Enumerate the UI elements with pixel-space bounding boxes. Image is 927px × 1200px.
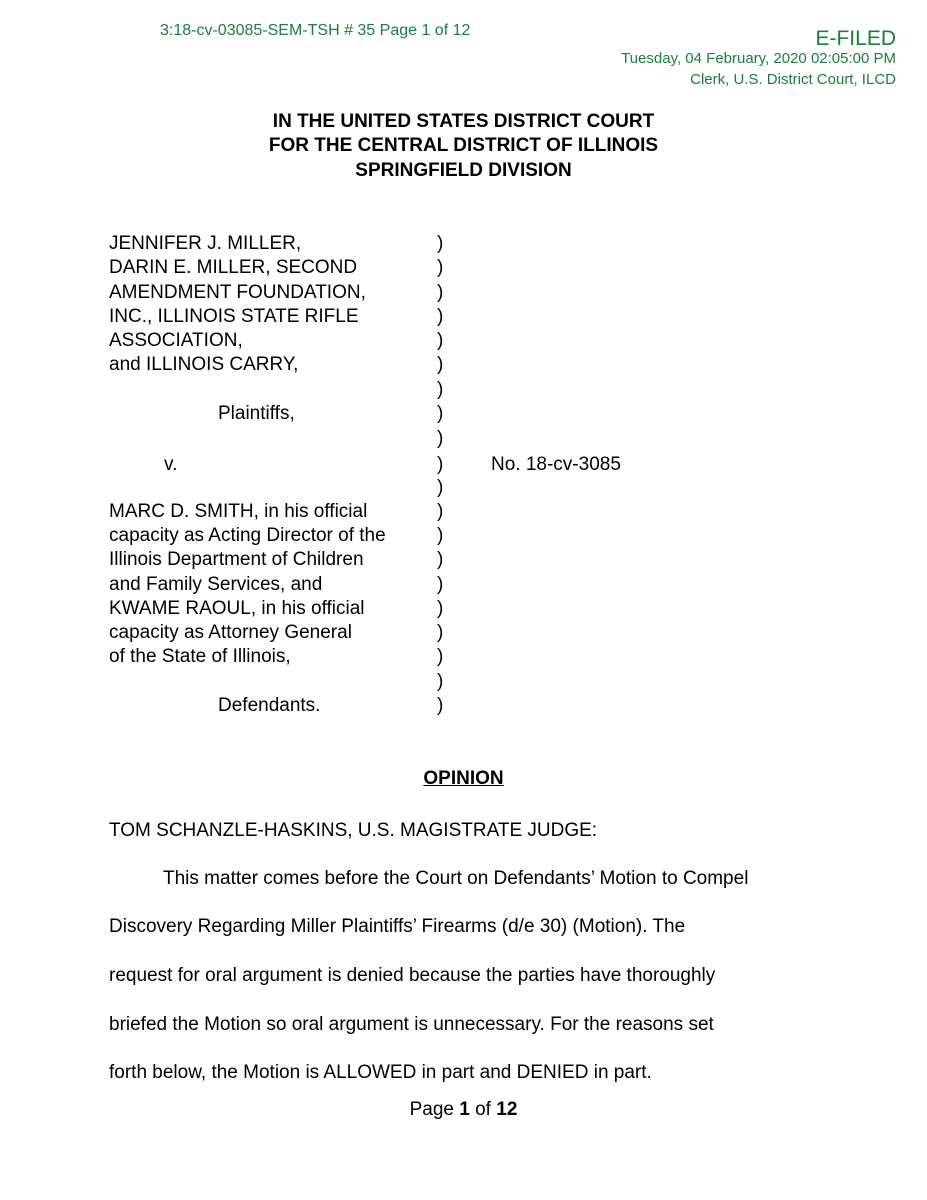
case-number: No. 18-cv-3085 [491,454,621,475]
defendants-label: Defendants. [218,695,321,716]
judge-line: TOM SCHANZLE-HASKINS, U.S. MAGISTRATE JUDGE: [109,820,598,841]
defendant-line: KWAME RAOUL, in his official [109,598,365,619]
defendant-line: and Family Services, and [109,574,323,595]
plaintiff-line: DARIN E. MILLER, SECOND [109,257,358,278]
footer-page-number: 1 [459,1099,470,1120]
plaintiff-line: ASSOCIATION, [109,330,243,351]
footer-page-word: Page [409,1099,454,1120]
footer-page-total: 12 [496,1099,518,1120]
caption-paren: ) [437,477,444,498]
caption-paren: ) [437,549,444,570]
efiled-stamp-title: E-FILED [815,27,896,50]
body-text-line: forth below, the Motion is ALLOWED in part and DENIED in part. [109,1062,652,1083]
caption-paren: ) [437,282,444,303]
defendant-line: of the State of Illinois, [109,646,291,667]
caption-paren: ) [437,622,444,643]
court-title-line-3: SPRINGFIELD DIVISION [355,160,572,181]
caption-paren: ) [437,574,444,595]
efiled-stamp-date: Tuesday, 04 February, 2020 02:05:00 PM [621,50,896,67]
plaintiff-line: JENNIFER J. MILLER, [109,233,302,254]
plaintiff-line: AMENDMENT FOUNDATION, [109,282,366,303]
body-text-line: request for oral argument is denied because the parties have thoroughly [109,965,716,986]
caption-paren: ) [437,403,444,424]
opinion-heading: OPINION [423,768,504,789]
caption-paren: ) [437,454,444,475]
plaintiff-line: INC., ILLINOIS STATE RIFLE [109,306,359,327]
caption-paren: ) [437,598,444,619]
defendant-line: MARC D. SMITH, in his official [109,501,368,522]
caption-paren: ) [437,671,444,692]
defendant-line: capacity as Attorney General [109,622,352,643]
defendant-line: Illinois Department of Children [109,549,364,570]
caption-paren: ) [437,646,444,667]
court-title-line-1: IN THE UNITED STATES DISTRICT COURT [272,111,655,132]
versus-label: v. [164,454,178,475]
caption-paren: ) [437,525,444,546]
plaintiff-line: and ILLINOIS CARRY, [109,354,299,375]
body-text-line: briefed the Motion so oral argument is unnecessary. For the reasons set [109,1014,714,1035]
caption-paren: ) [437,233,444,254]
caption-paren: ) [437,354,444,375]
footer-of-word: of [475,1099,491,1120]
caption-paren: ) [437,330,444,351]
caption-paren: ) [437,379,444,400]
caption-paren: ) [437,695,444,716]
caption-paren: ) [437,257,444,278]
efiled-stamp-clerk: Clerk, U.S. District Court, ILCD [690,71,896,88]
caption-paren: ) [437,306,444,327]
caption-paren: ) [437,501,444,522]
plaintiffs-label: Plaintiffs, [218,403,295,424]
caption-paren: ) [437,428,444,449]
page-footer [0,1099,927,1121]
docket-header: 3:18-cv-03085-SEM-TSH # 35 Page 1 of 12 [160,22,471,39]
court-title-line-2: FOR THE CENTRAL DISTRICT OF ILLINOIS [268,135,659,156]
body-text-line: Discovery Regarding Miller Plaintiffs’ Firearms (d/e 30) (Motion). The [109,916,686,937]
body-text-line: This matter comes before the Court on Defendants’ Motion to Compel [163,868,749,889]
defendant-line: capacity as Acting Director of the [109,525,386,546]
